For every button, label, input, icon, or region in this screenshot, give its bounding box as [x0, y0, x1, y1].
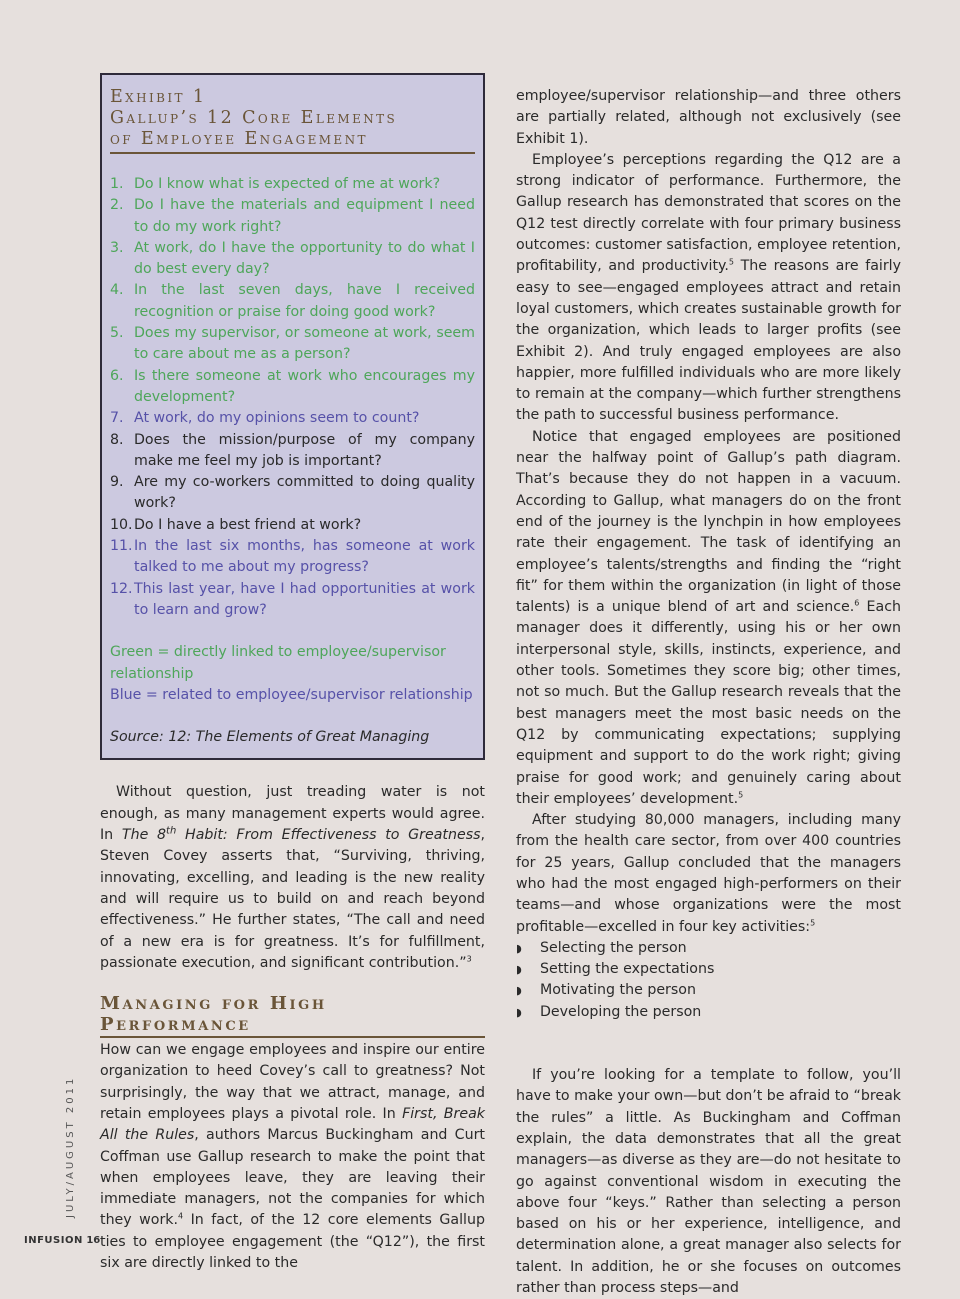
- key-activity-text: Developing the person: [540, 1003, 702, 1020]
- q12-item: [110, 515, 475, 536]
- key-activity-text: Motivating the person: [540, 982, 696, 999]
- text-run: Each manager does it differently, using his or her own interpersonal style, skills, instincts, experience, and other tools. Sometimes they score big; other times, not so much. But the Gallup research reveals that the best managers meet the most basic needs on the Q12 by communicating expectations; supplying equipment and support to do the work right; giving praise for good work; and genuinely caring about their employees’ development.: [516, 599, 901, 807]
- text-run: , Steven Covey asserts that, “Surviving, thriving, innovating, excelling, and leading is the new reality and will require us to build on and reach beyond effectiveness.” He further states, “The call and need of a new era is for greatness. It’s for fulfillment, passionate execution, and significant contribution.”: [100, 827, 485, 971]
- text-run: Employee’s perceptions regarding the Q12 are a strong indicator of performance. Furthermore, the Gallup research has demonstrated that scores on the Q12 test directly correlate with four primary business outcomes: customer satisfaction, employee retention, profitability, and productivity.: [516, 151, 901, 275]
- footnote-ref: 3: [466, 954, 472, 964]
- q12-item-text: Does my supervisor, or someone at work, seem to care about me as a person?: [134, 325, 475, 363]
- key-activity-text: Setting the expectations: [540, 961, 715, 978]
- q12-item: [110, 579, 475, 622]
- section-heading: Managing for High Performance: [100, 993, 485, 1038]
- q12-item: [110, 195, 475, 238]
- page-number: 16: [86, 1235, 101, 1246]
- q12-item-text: Are my co-workers committed to doing quality work?: [134, 474, 475, 512]
- key-activity-text: Selecting the person: [540, 939, 687, 956]
- paragraph-template: If you’re looking for a template to follow, you’ll have to make your own—but don’t be afraid to “break the rules” a little. As Buckingham and Coffman explain, the data demonstrates that all the great managers—as diverse as they are—do not hesitate to go against conventional wisdom in executing the above four “keys.” Rather than selecting a person based on his or her experience, intelligence, and determination alone, a great manager also selects for talent. In addition, he or she focuses on outcomes rather than process steps—and: [516, 1067, 901, 1297]
- text-run: The reasons are fairly easy to see—engaged employees attract and retain loyal customers, which creates sustainable growth for the organization, which leads to larger profits (see Exhibit 2). And truly engaged employees are also happier, more fulfilled individuals who are more likely to remain at the company—which further strengthens the path to successful business performance.: [516, 258, 902, 424]
- key-activity-item: [516, 980, 901, 1001]
- q12-item: [110, 280, 475, 323]
- text-run: Habit: From Effectiveness to Greatness: [176, 827, 481, 844]
- footnote-ref: 5: [728, 257, 735, 267]
- q12-item-number: 11.: [110, 538, 133, 555]
- right-column: [516, 86, 901, 1299]
- exhibit-title-line: Exhibit 1: [110, 87, 207, 107]
- q12-item-number: 1.: [110, 176, 124, 192]
- spacer: [516, 1023, 901, 1044]
- q12-item-number: 3.: [110, 239, 124, 256]
- q12-item-number: 9.: [110, 474, 124, 491]
- q12-item-number: 6.: [110, 367, 124, 384]
- q12-item: [110, 238, 475, 281]
- exhibit-title: [110, 87, 475, 154]
- q12-item-text: In the last six months, has someone at work talked to me about my progress?: [134, 538, 475, 576]
- exhibit-source: [110, 727, 475, 748]
- q12-item: [110, 366, 475, 409]
- spacer: [516, 1044, 901, 1065]
- q12-list: [110, 174, 475, 621]
- q12-item-text: Do I know what is expected of me at work?: [134, 176, 441, 192]
- q12-item-text: At work, do I have the opportunity to do what I do best every day?: [134, 239, 475, 278]
- key-activity-item: [516, 959, 901, 980]
- book-title-8th-habit: [122, 827, 481, 843]
- text-run: Without question, just treading water is not enough, as many management experts would agree. In: [100, 784, 485, 844]
- q12-item: [110, 174, 475, 195]
- q12-item-number: 4.: [110, 282, 124, 299]
- footnote-ref: 5: [810, 917, 816, 927]
- q12-item: [110, 323, 475, 366]
- q12-item-text: Does the mission/purpose of my company make me feel my job is important?: [134, 431, 475, 469]
- q12-item-text: Do I have the materials and equipment I need to do my work right?: [134, 197, 475, 235]
- paragraph-covey: [100, 782, 485, 974]
- bullet-icon: ◗: [516, 963, 522, 977]
- q12-item-text: Is there someone at work who encourages my development?: [134, 367, 475, 405]
- source-label: Source:: [110, 729, 164, 746]
- q12-item-number: 5.: [110, 325, 124, 342]
- q12-item-number: 8.: [110, 431, 124, 448]
- superscript: th: [166, 825, 177, 837]
- q12-item-text: Do I have a best friend at work?: [134, 516, 362, 533]
- q12-item-number: 12.: [110, 580, 133, 597]
- text-run: How can we engage employees and inspire our entire organization to heed Covey’s call to greatness? Not surprisingly, the way that we attract, manage, and retain employees plays a pivotal role. In: [100, 1042, 485, 1122]
- q12-item: [110, 536, 475, 579]
- q12-item-text: At work, do my opinions seem to count?: [134, 410, 420, 427]
- text-run: Notice that engaged employees are positioned near the halfway point of Gallup’s path diagram. That’s because they do not happen in a vacuum. According to Gallup, what managers do on the front end of the journey is the lynchpin in how employees rate their engagement. The task of identifying an employee’s talents/strengths and finding the “right fit” for them within the organization (in light of those talents) is a unique blend of art and science.: [516, 428, 901, 616]
- issue-date-vertical: JULY/AUGUST 2011: [65, 1075, 76, 1218]
- page-footer: [24, 1235, 100, 1246]
- q12-item: [110, 408, 475, 429]
- paragraph-path-diagram: [516, 427, 901, 810]
- paragraph-buckingham: [100, 1040, 485, 1274]
- bullet-icon: ◗: [516, 941, 522, 955]
- left-column: [100, 73, 485, 1274]
- paragraph-80000-managers: [516, 810, 901, 938]
- q12-item-number: 2.: [110, 197, 124, 214]
- q12-item-number: 7.: [110, 410, 124, 427]
- exhibit-legend: [110, 642, 475, 706]
- text-run: The 8: [121, 827, 167, 844]
- key-activity-item: [516, 1002, 901, 1023]
- exhibit-title-line: Gallup’s 12 Core Elements: [110, 108, 398, 128]
- book-title-first-break: First, Break All the Rules: [100, 1105, 485, 1144]
- legend-blue: Blue = related to employee/supervisor relationship: [110, 686, 473, 703]
- paragraph-q12-performance: [516, 150, 901, 427]
- key-activities-list: [516, 938, 901, 1023]
- footnote-ref: 4: [178, 1211, 184, 1221]
- q12-item-number: 10.: [110, 516, 133, 533]
- exhibit-title-line: of Employee Engagement: [110, 129, 368, 149]
- key-activity-item: [516, 938, 901, 959]
- footnote-ref: 6: [854, 598, 860, 608]
- footnote-ref: 5: [738, 790, 744, 800]
- q12-item-text: In the last seven days, have I received recognition or praise for doing good work?: [134, 282, 475, 320]
- legend-green: Green = directly linked to employee/supervisor relationship: [110, 644, 446, 682]
- magazine-logo: INFUSION: [24, 1235, 83, 1246]
- text-run: , authors Marcus Buckingham and Curt Coffman use Gallup research to make the point that when employees leave, they are leaving their immediate managers, not the companies for which they work.: [100, 1127, 485, 1229]
- q12-item: [110, 430, 475, 473]
- source-title: 12: The Elements of Great Managing: [168, 729, 430, 746]
- bullet-icon: ◗: [516, 984, 522, 998]
- paragraph-continued: employee/supervisor relationship—and three others are partially related, although not exclusively (see Exhibit 1).: [516, 88, 901, 147]
- text-run: In fact, of the 12 core elements Gallup ties to employee engagement (the “Q12”), the first six are directly linked to the: [100, 1212, 485, 1272]
- text-run: After studying 80,000 managers, including many from the health care sector, from over 400 countries for 25 years, Gallup concluded that the managers who had the most engaged high-performers on their teams—and whose organizations were the most profitable—excelled in four key activities:: [516, 812, 901, 935]
- exhibit-box: [100, 73, 485, 760]
- q12-item: [110, 472, 475, 515]
- q12-item-text: This last year, have I had opportunities at work to learn and grow?: [134, 580, 475, 618]
- bullet-icon: ◗: [516, 1005, 522, 1019]
